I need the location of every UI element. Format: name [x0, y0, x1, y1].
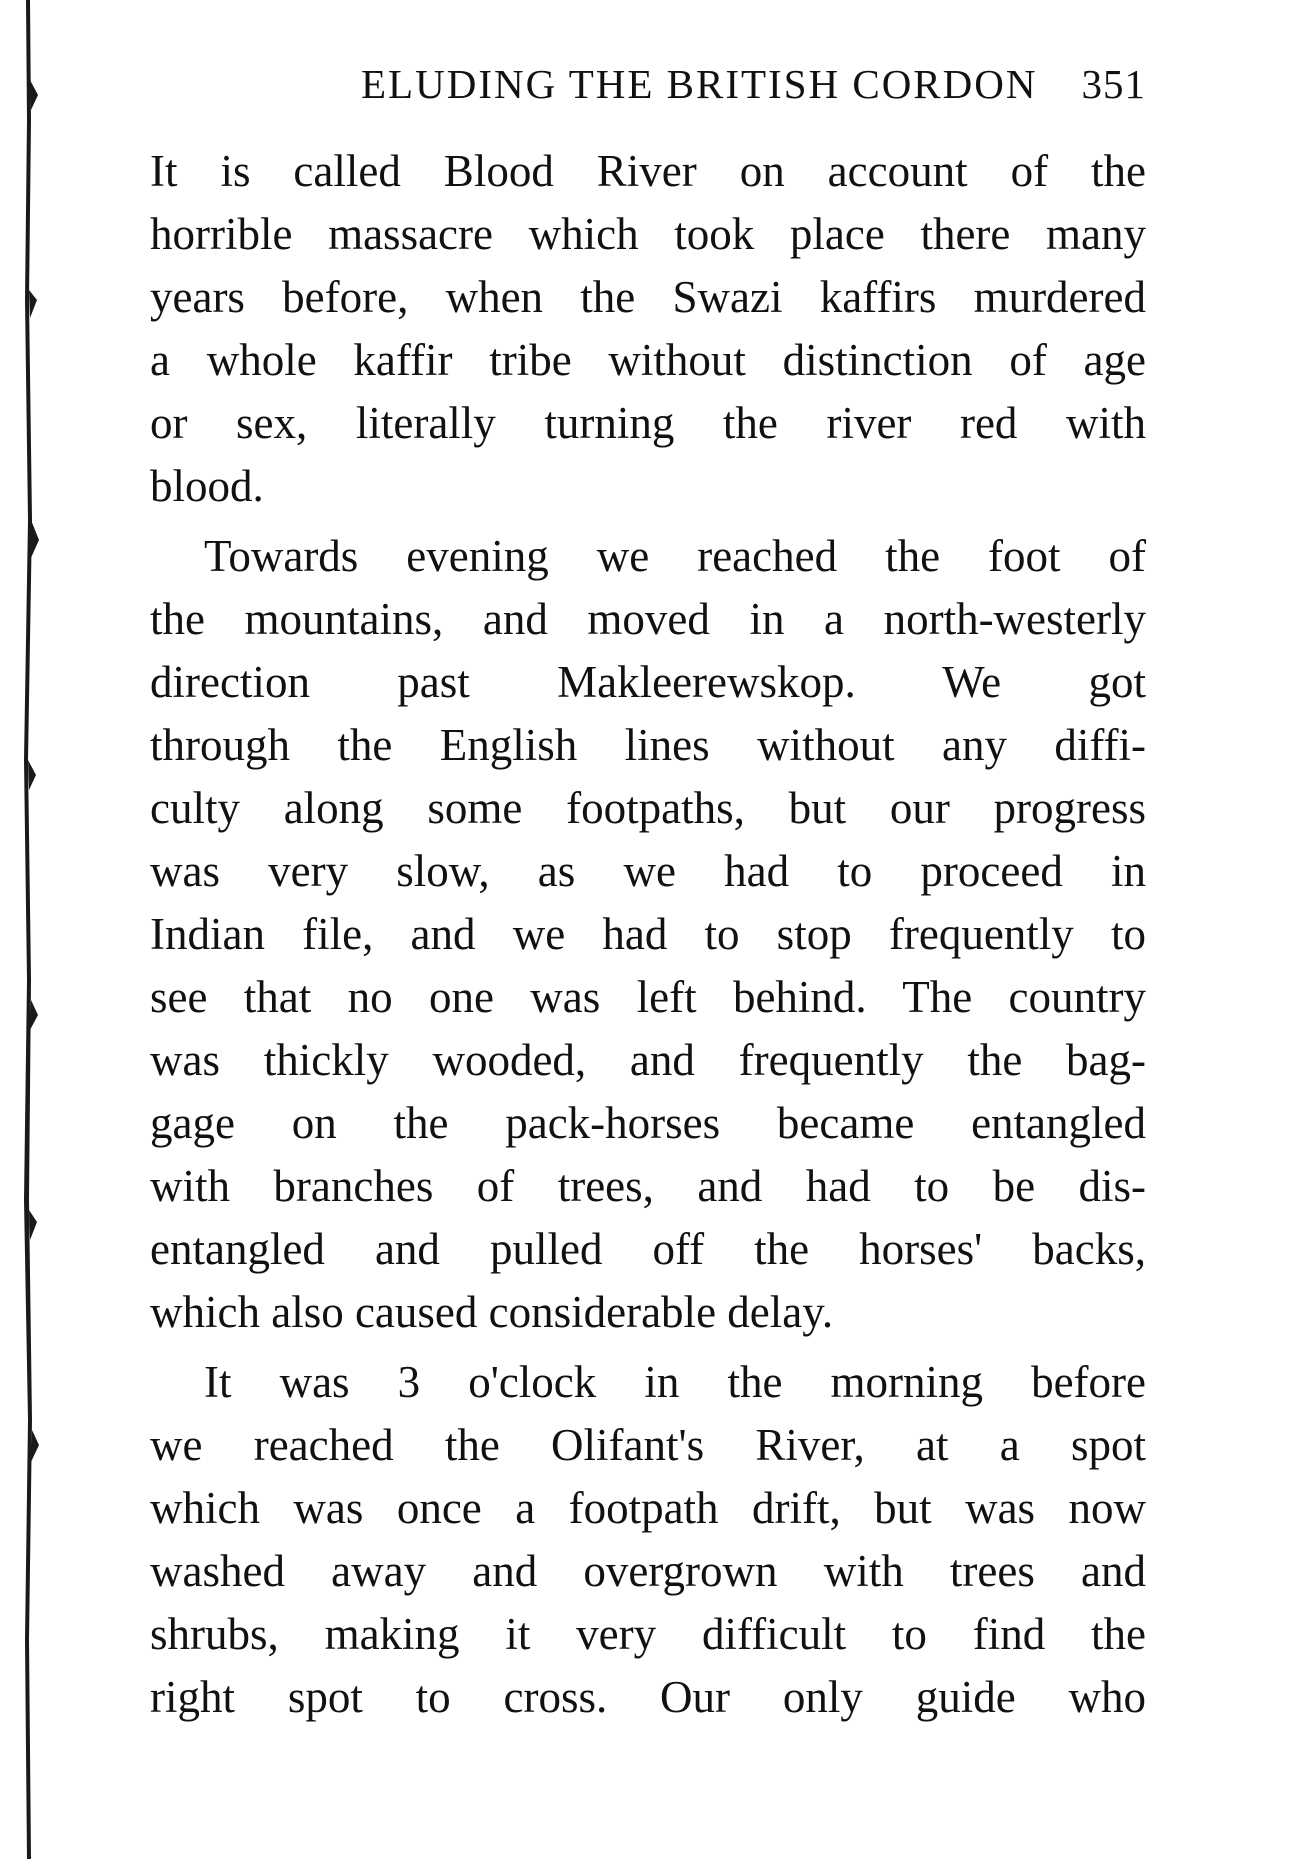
text-line: with branches of trees, and had to be dis-	[150, 1161, 1146, 1211]
text-line: a whole kaffir tribe without distinction of age	[150, 335, 1146, 385]
text-line: It was 3 o'clock in the morning before	[204, 1357, 1146, 1407]
text-line: blood.	[150, 461, 264, 511]
book-page	[150, 60, 1146, 1729]
text-line: the mountains, and moved in a north-westerly	[150, 594, 1146, 644]
text-line: years before, when the Swazi kaffirs murdered	[150, 272, 1146, 322]
text-line: which also caused considerable delay.	[150, 1287, 834, 1337]
running-head	[150, 60, 1146, 140]
text-line: shrubs, making it very difficult to find the	[150, 1609, 1146, 1659]
binding-edge-shadow	[18, 0, 40, 1859]
text-line: direction past Makleerewskop. We got	[150, 657, 1146, 707]
text-line: horrible massacre which took place there many	[150, 209, 1146, 259]
paragraph-2	[150, 525, 1146, 1344]
text-line: Towards evening we reached the foot of	[204, 531, 1146, 581]
text-line: was thickly wooded, and frequently the bag-	[150, 1035, 1146, 1085]
text-line: gage on the pack-horses became entangled	[150, 1098, 1146, 1148]
text-line: culty along some footpaths, but our progress	[150, 783, 1146, 833]
text-line: or sex, literally turning the river red with	[150, 398, 1146, 448]
text-line: see that no one was left behind. The country	[150, 972, 1146, 1022]
paragraph-3	[150, 1351, 1146, 1729]
text-line: entangled and pulled off the horses' backs,	[150, 1224, 1146, 1274]
page-number: 351	[1081, 61, 1146, 107]
text-line: through the English lines without any diffi-	[150, 720, 1146, 770]
text-line: we reached the Olifant's River, at a spot	[150, 1420, 1146, 1470]
text-line: was very slow, as we had to proceed in	[150, 846, 1146, 896]
text-line: Indian file, and we had to stop frequently to	[150, 909, 1146, 959]
text-line: which was once a footpath drift, but was now	[150, 1483, 1146, 1533]
text-line: It is called Blood River on account of the	[150, 146, 1146, 196]
paragraph-1	[150, 140, 1146, 518]
text-line: right spot to cross. Our only guide who	[150, 1672, 1146, 1722]
running-title: ELUDING THE BRITISH CORDON	[361, 61, 1038, 107]
text-line: washed away and overgrown with trees and	[150, 1546, 1146, 1596]
